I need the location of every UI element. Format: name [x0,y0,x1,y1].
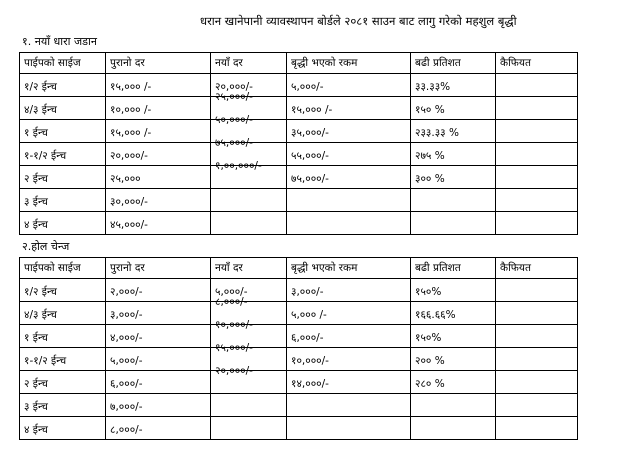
header-old-rate: पुरानो दर [106,53,211,74]
cell-remarks [496,189,578,212]
header-increase-amount: बृद्धी भएको रकम [287,258,411,279]
table-header-row [20,53,578,74]
cell-increase-amount: ६,०००/- [287,325,411,348]
cell-remarks [496,74,578,97]
cell-old-rate: ४,०००/- [106,325,211,348]
cell-remarks [496,417,578,440]
cell-increase-percent: २७५ % [411,143,496,166]
cell-pipe-size: १/२ ईन्च [20,279,106,302]
cell-increase-amount: १०,०००/- [287,348,411,371]
cell-new-rate [211,394,287,417]
cell-old-rate: १०,००० /- [106,97,211,120]
cell-remarks [496,348,578,371]
cell-increase-amount: ३५,०००/- [287,120,411,143]
cell-remarks [496,143,578,166]
table-row [20,212,578,235]
table-hole-change [19,257,578,440]
cell-increase-percent: १५०% [411,325,496,348]
cell-old-rate: ५,०००/- [106,348,211,371]
cell-old-rate: २,०००/- [106,279,211,302]
table-row [20,166,578,189]
cell-new-rate: २०,०००/- [211,371,287,394]
cell-increase-percent: १५० % [411,97,496,120]
cell-pipe-size: ४/३ ईन्च [20,302,106,325]
table-row [20,74,578,97]
cell-increase-amount: १४,०००/- [287,371,411,394]
cell-old-rate: १५,००० /- [106,120,211,143]
section-label-new-connection: १. नयाँ धारा जडान [22,35,98,48]
cell-remarks [496,120,578,143]
cell-increase-amount: ५५,०००/- [287,143,411,166]
cell-pipe-size: ३ ईन्च [20,189,106,212]
cell-new-rate: २५,०००/- [211,97,287,120]
table-row [20,394,578,417]
cell-new-rate: १०,०००/- [211,325,287,348]
cell-increase-amount [287,394,411,417]
cell-pipe-size: १-१/२ ईन्च [20,348,106,371]
table-row [20,302,578,325]
cell-increase-percent [411,394,496,417]
cell-pipe-size: ४ ईन्च [20,212,106,235]
cell-increase-percent: ३०० % [411,166,496,189]
cell-old-rate: २५,००० [106,166,211,189]
cell-old-rate: ७,०००/- [106,394,211,417]
header-new-rate: नयाँ दर [211,258,287,279]
table-row [20,417,578,440]
cell-old-rate: ४५,०००/- [106,212,211,235]
cell-increase-percent: २३३.३३ % [411,120,496,143]
section-label-hole-change: २.होल चेन्ज [22,240,70,253]
cell-remarks [496,212,578,235]
cell-new-rate: ८,०००/- [211,302,287,325]
cell-remarks [496,325,578,348]
cell-pipe-size: १ ईन्च [20,120,106,143]
cell-remarks [496,394,578,417]
cell-old-rate: १५,००० /- [106,74,211,97]
cell-old-rate: ६,०००/- [106,371,211,394]
cell-increase-amount: ३,०००/- [287,279,411,302]
cell-new-rate [211,189,287,212]
table-row [20,279,578,302]
cell-new-rate: २०,०००/- [211,74,287,97]
cell-pipe-size: २ ईन्च [20,166,106,189]
cell-new-rate: १५,०००/- [211,348,287,371]
cell-old-rate: ३०,०००/- [106,189,211,212]
cell-new-rate [211,212,287,235]
cell-increase-amount [287,212,411,235]
cell-pipe-size: ४/३ ईन्च [20,97,106,120]
cell-new-rate: १,००,०००/- [211,166,287,189]
table-row [20,189,578,212]
cell-old-rate: ३,०००/- [106,302,211,325]
cell-increase-amount: ७५,०००/- [287,166,411,189]
table-row [20,325,578,348]
cell-pipe-size: २ ईन्च [20,371,106,394]
cell-increase-percent [411,417,496,440]
table-new-connection [19,52,578,235]
cell-remarks [496,302,578,325]
cell-increase-amount [287,417,411,440]
document-title: धरान खानेपानी व्यावस्थापन बोर्डले २०८१ साउन बाट लागु गरेको महशुल बृद्धी [200,14,517,28]
cell-old-rate: ८,०००/- [106,417,211,440]
table-row [20,120,578,143]
cell-increase-amount: १५,००० /- [287,97,411,120]
table-row [20,97,578,120]
table-row [20,371,578,394]
cell-new-rate: ५,०००/- [211,279,287,302]
cell-increase-percent: २८० % [411,371,496,394]
cell-pipe-size: १-१/२ ईन्च [20,143,106,166]
cell-new-rate: ५०,०००/- [211,120,287,143]
header-old-rate: पुरानो दर [106,258,211,279]
cell-increase-percent: ३३.३३% [411,74,496,97]
header-pipe-size: पाईपको साईज [20,53,106,74]
header-remarks: कैफियत [496,53,578,74]
cell-pipe-size: ४ ईन्च [20,417,106,440]
cell-increase-amount [287,189,411,212]
table-header-row [20,258,578,279]
cell-increase-percent: १६६.६६% [411,302,496,325]
table-row [20,348,578,371]
cell-new-rate: ७५,०००/- [211,143,287,166]
cell-increase-percent: २०० % [411,348,496,371]
header-remarks: कैफियत [496,258,578,279]
header-increase-percent: बढी प्रतिशत [411,53,496,74]
table-row [20,143,578,166]
cell-remarks [496,371,578,394]
cell-pipe-size: १ ईन्च [20,325,106,348]
cell-increase-amount: ५,०००/- [287,74,411,97]
cell-pipe-size: १/२ ईन्च [20,74,106,97]
cell-increase-percent [411,189,496,212]
cell-increase-percent: १५०% [411,279,496,302]
header-pipe-size: पाईपको साईज [20,258,106,279]
cell-remarks [496,97,578,120]
cell-increase-amount: ५,००० /- [287,302,411,325]
cell-old-rate: २०,०००/- [106,143,211,166]
cell-pipe-size: ३ ईन्च [20,394,106,417]
cell-increase-percent [411,212,496,235]
cell-new-rate [211,417,287,440]
header-increase-percent: बढी प्रतिशत [411,258,496,279]
header-new-rate: नयाँ दर [211,53,287,74]
cell-remarks [496,279,578,302]
header-increase-amount: बृद्धी भएको रकम [287,53,411,74]
cell-remarks [496,166,578,189]
